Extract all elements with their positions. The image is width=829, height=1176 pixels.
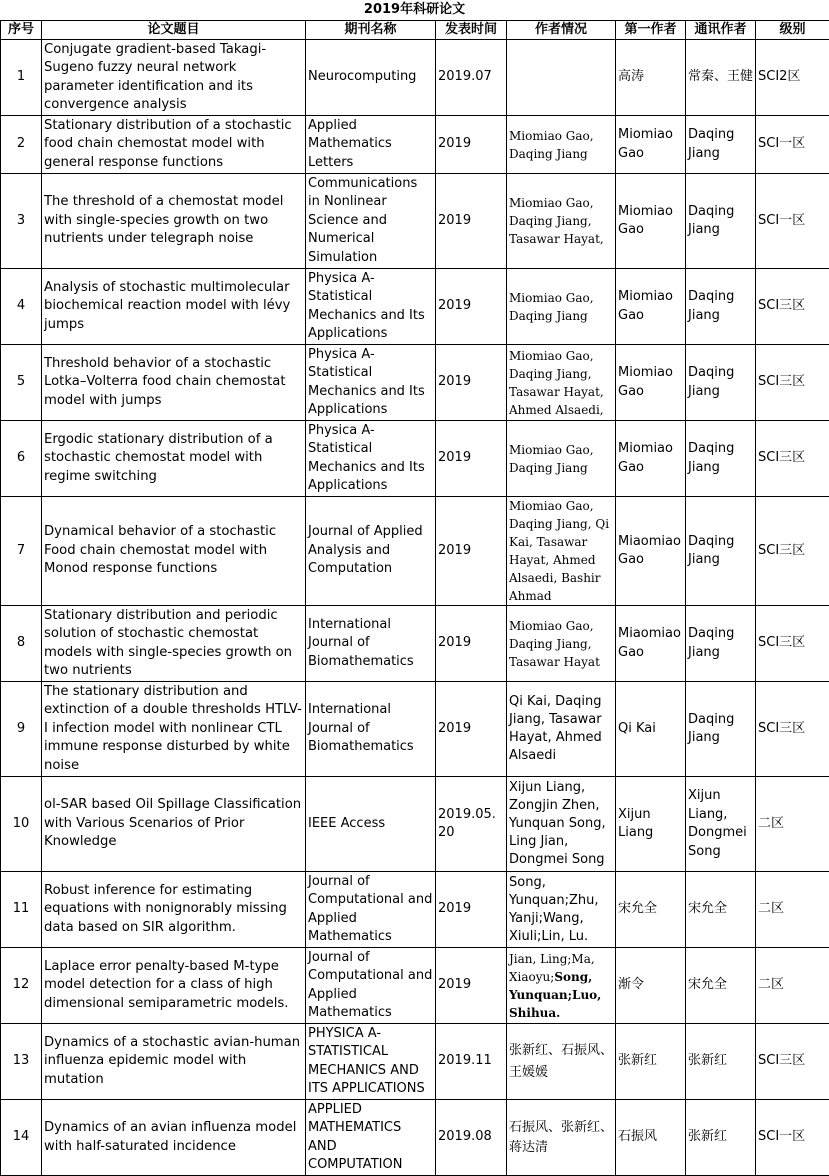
cell-level: SCI三区 (756, 269, 829, 345)
cell-authors: Miomiao Gao, Daqing Jiang (507, 116, 616, 174)
cell-authors: Miomiao Gao, Daqing Jiang (507, 269, 616, 345)
cell-no: 2 (1, 116, 42, 174)
cell-no: 11 (1, 872, 42, 948)
cell-corresponding: Daqing Jiang (686, 269, 756, 345)
cell-journal: International Journal of Biomathematics (306, 682, 436, 777)
cell-title: Ergodic stationary distribution of a stochastic chemostat model with regime switching (42, 421, 306, 497)
cell-level: 二区 (756, 872, 829, 948)
table-row (1, 777, 829, 872)
table-row (1, 497, 829, 606)
cell-journal: Physica A-Statistical Mechanics and Its Applications (306, 345, 436, 421)
cell-title: ol-SAR based Oil Spillage Classification with Various Scenarios of Prior Knowledge (42, 777, 306, 872)
cell-authors: Miomiao Gao, Daqing Jiang, Tasawar Hayat, (507, 174, 616, 269)
cell-level: SCI三区 (756, 421, 829, 497)
cell-authors (507, 948, 616, 1024)
cell-journal: Communications in Nonlinear Science and Numerical Simulation (306, 174, 436, 269)
cell-date: 2019 (436, 872, 507, 948)
cell-title: Laplace error penalty-based M-type model detection for a class of high dimensional semiparametric models. (42, 948, 306, 1024)
table-row (1, 682, 829, 777)
cell-authors (507, 40, 616, 116)
authors-bold: Song, Yunquan;Luo, Shihua. (509, 970, 601, 1020)
cell-date: 2019 (436, 682, 507, 777)
cell-corresponding: Daqing Jiang (686, 682, 756, 777)
cell-authors: Xijun Liang, Zongjin Zhen, Yunquan Song, Ling Jian, Dongmei Song (507, 777, 616, 872)
cell-first-author: Miomiao Gao (616, 345, 686, 421)
table-row (1, 948, 829, 1024)
cell-date: 2019.07 (436, 40, 507, 116)
cell-first-author: 石振风 (616, 1100, 686, 1176)
cell-journal: International Journal of Biomathematics (306, 606, 436, 682)
cell-date: 2019 (436, 345, 507, 421)
cell-level: SCI一区 (756, 1100, 829, 1176)
cell-date: 2019 (436, 606, 507, 682)
cell-level: 二区 (756, 948, 829, 1024)
cell-journal: PHYSICA A-STATISTICAL MECHANICS AND ITS APPLICATIONS (306, 1024, 436, 1100)
cell-corresponding: Xijun Liang, Dongmei Song (686, 777, 756, 872)
cell-first-author: Miomiao Gao (616, 421, 686, 497)
page-title: 2019年科研论文 (0, 0, 829, 20)
cell-first-author: 渐令 (616, 948, 686, 1024)
table-row (1, 345, 829, 421)
cell-authors: Miomiao Gao, Daqing Jiang (507, 421, 616, 497)
cell-corresponding: 常秦、王健 (686, 40, 756, 116)
header-title: 论文题目 (42, 21, 306, 40)
header-journal: 期刊名称 (306, 21, 436, 40)
cell-level: SCI2区 (756, 40, 829, 116)
cell-corresponding: Daqing Jiang (686, 174, 756, 269)
cell-title: The threshold of a chemostat model with single-species growth on two nutrients under telegraph noise (42, 174, 306, 269)
cell-authors: 石振风、张新红、蒋达清 (507, 1100, 616, 1176)
cell-date: 2019 (436, 116, 507, 174)
cell-first-author: 宋允全 (616, 872, 686, 948)
cell-corresponding: Daqing Jiang (686, 421, 756, 497)
cell-journal: Applied Mathematics Letters (306, 116, 436, 174)
cell-level: SCI一区 (756, 174, 829, 269)
cell-corresponding: 宋允全 (686, 872, 756, 948)
cell-no: 13 (1, 1024, 42, 1100)
cell-date: 2019.05.20 (436, 777, 507, 872)
cell-title: Threshold behavior of a stochastic Lotka–Volterra food chain chemostat model with jumps (42, 345, 306, 421)
papers-table (0, 20, 829, 1176)
table-row (1, 421, 829, 497)
cell-title: Dynamics of a stochastic avian-human influenza epidemic model with mutation (42, 1024, 306, 1100)
cell-journal: Physica A-Statistical Mechanics and Its Applications (306, 269, 436, 345)
cell-date: 2019.08 (436, 1100, 507, 1176)
cell-authors: Song, Yunquan;Zhu, Yanji;Wang, Xiuli;Lin, Lu. (507, 872, 616, 948)
cell-first-author: Miomiao Gao (616, 174, 686, 269)
cell-first-author: Xijun Liang (616, 777, 686, 872)
cell-authors: Miomiao Gao, Daqing Jiang, Qi Kai, Tasawar Hayat, Ahmed Alsaedi, Bashir Ahmad (507, 497, 616, 606)
cell-level: SCI三区 (756, 497, 829, 606)
cell-no: 1 (1, 40, 42, 116)
cell-no: 8 (1, 606, 42, 682)
cell-first-author: 张新红 (616, 1024, 686, 1100)
cell-journal: IEEE Access (306, 777, 436, 872)
cell-corresponding: 张新红 (686, 1024, 756, 1100)
header-date: 发表时间 (436, 21, 507, 40)
table-row (1, 269, 829, 345)
cell-date: 2019 (436, 497, 507, 606)
cell-corresponding: Daqing Jiang (686, 497, 756, 606)
cell-first-author: Miomiao Gao (616, 116, 686, 174)
cell-title: Analysis of stochastic multimolecular biochemical reaction model with lévy jumps (42, 269, 306, 345)
cell-authors: Miomiao Gao, Daqing Jiang, Tasawar Hayat, Ahmed Alsaedi, (507, 345, 616, 421)
cell-corresponding: 宋允全 (686, 948, 756, 1024)
cell-date: 2019 (436, 948, 507, 1024)
cell-title: Stationary distribution of a stochastic food chain chemostat model with general response functions (42, 116, 306, 174)
header-first-author: 第一作者 (616, 21, 686, 40)
cell-level: SCI一区 (756, 116, 829, 174)
cell-authors: Miomiao Gao, Daqing Jiang, Tasawar Hayat (507, 606, 616, 682)
cell-first-author: Miomiao Gao (616, 269, 686, 345)
header-no: 序号 (1, 21, 42, 40)
cell-date: 2019 (436, 269, 507, 345)
table-row (1, 40, 829, 116)
cell-first-author: Qi Kai (616, 682, 686, 777)
header-row (1, 21, 829, 40)
cell-corresponding: Daqing Jiang (686, 116, 756, 174)
table-row (1, 606, 829, 682)
cell-no: 3 (1, 174, 42, 269)
cell-no: 4 (1, 269, 42, 345)
cell-level: SCI三区 (756, 682, 829, 777)
cell-date: 2019 (436, 421, 507, 497)
header-level: 级别 (756, 21, 829, 40)
cell-journal: APPLIED MATHEMATICS AND COMPUTATION (306, 1100, 436, 1176)
cell-no: 12 (1, 948, 42, 1024)
cell-date: 2019.11 (436, 1024, 507, 1100)
cell-no: 10 (1, 777, 42, 872)
cell-title: The stationary distribution and extinction of a double thresholds HTLV-I infection model with nonlinear CTL immune response disturbed by white noise (42, 682, 306, 777)
cell-authors: 张新红、石振风、王媛媛 (507, 1024, 616, 1100)
cell-no: 9 (1, 682, 42, 777)
table-row (1, 174, 829, 269)
table-row (1, 1024, 829, 1100)
cell-no: 7 (1, 497, 42, 606)
table-row (1, 1100, 829, 1176)
header-authors: 作者情况 (507, 21, 616, 40)
cell-corresponding: 张新红 (686, 1100, 756, 1176)
cell-title: Stationary distribution and periodic solution of stochastic chemostat models with single-species growth on two nutrients (42, 606, 306, 682)
cell-first-author: 高涛 (616, 40, 686, 116)
cell-journal: Physica A-Statistical Mechanics and Its Applications (306, 421, 436, 497)
cell-journal: Neurocomputing (306, 40, 436, 116)
table-row (1, 872, 829, 948)
cell-title: Dynamics of an avian influenza model with half-saturated incidence (42, 1100, 306, 1176)
cell-date: 2019 (436, 174, 507, 269)
cell-no: 6 (1, 421, 42, 497)
header-corresponding: 通讯作者 (686, 21, 756, 40)
table-row (1, 116, 829, 174)
cell-title: Dynamical behavior of a stochastic Food chain chemostat model with Monod response functions (42, 497, 306, 606)
cell-first-author: Miaomiao Gao (616, 606, 686, 682)
cell-corresponding: Daqing Jiang (686, 606, 756, 682)
cell-journal: Journal of Computational and Applied Mathematics (306, 948, 436, 1024)
cell-no: 5 (1, 345, 42, 421)
cell-first-author: Miaomiao Gao (616, 497, 686, 606)
cell-journal: Journal of Computational and Applied Mathematics (306, 872, 436, 948)
cell-level: SCI三区 (756, 1024, 829, 1100)
cell-level: SCI三区 (756, 345, 829, 421)
cell-corresponding: Daqing Jiang (686, 345, 756, 421)
cell-title: Conjugate gradient-based Takagi-Sugeno fuzzy neural network parameter identification and its convergence analysis (42, 40, 306, 116)
authors-regular: Jian, Ling;Ma, Xiaoyu; (509, 952, 595, 984)
cell-level: SCI三区 (756, 606, 829, 682)
cell-no: 14 (1, 1100, 42, 1176)
cell-journal: Journal of Applied Analysis and Computation (306, 497, 436, 606)
cell-title: Robust inference for estimating equations with nonignorably missing data based on SIR algorithm. (42, 872, 306, 948)
cell-authors: Qi Kai, Daqing Jiang, Tasawar Hayat, Ahmed Alsaedi (507, 682, 616, 777)
cell-level: 二区 (756, 777, 829, 872)
